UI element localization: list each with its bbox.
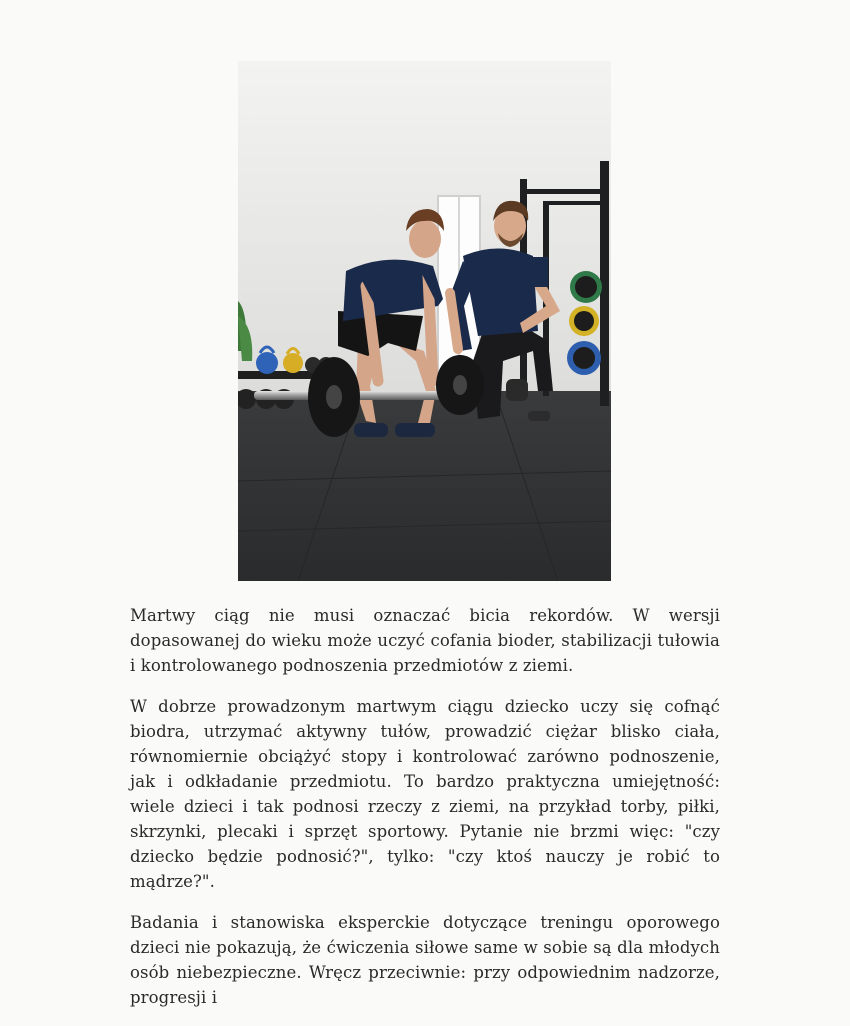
kettlebell-yellow bbox=[283, 353, 303, 373]
paragraph-3: Badania i stanowiska eksperckie dotyczące treningu oporowego dzieci nie pokazują, że ćwiczenia siłowe same w sobie są dla młodych osób niebezpieczne. Wręcz przeciwnie: przy odpowiednim nadzorze, progresji i bbox=[130, 913, 720, 1007]
paragraph-1: Martwy ciąg nie musi oznaczać bicia rekordów. W wersji dopasowanej do wieku może uczyć cofania bioder, stabilizacji tułowia i kontrolowanego podnoszenia przedmiotów z ziemi. bbox=[130, 606, 720, 675]
paragraph-2: W dobrze prowadzonym martwym ciągu dziecko uczy się cofnąć biodra, utrzymać aktywny tułów, prowadzić ciężar blisko ciała, równomiernie obciążyć stopy i kontrolować zarówno podnoszenie, jak i odkładanie przedmiotu. To bardzo praktyczna umiejętność: wiele dzieci i tak podnosi rzeczy z ziemi, na przykład torby, piłki, skrzynki, plecaki i sprzęt sportowy. Pytanie nie brzmi więc: "czy dziecko będzie podnosić?", tylko: "czy ktoś nauczy je robić to mądrze?". bbox=[130, 697, 720, 891]
kettlebell-blue bbox=[256, 352, 278, 374]
article-photo bbox=[238, 61, 611, 581]
article-body bbox=[130, 603, 720, 1026]
